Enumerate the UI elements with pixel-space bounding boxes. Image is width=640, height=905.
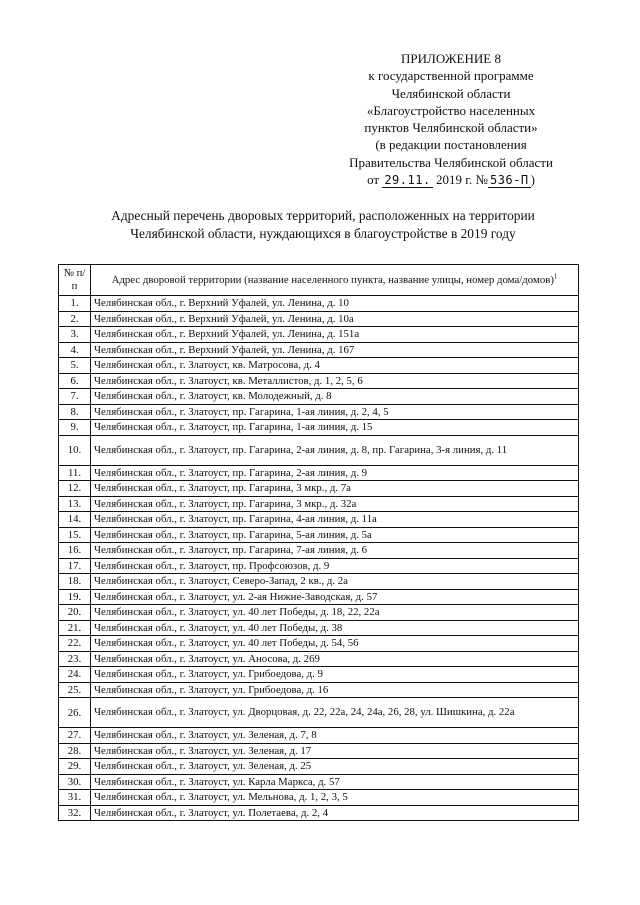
row-number: 1. xyxy=(59,296,91,312)
row-number: 20. xyxy=(59,605,91,621)
row-number: 16. xyxy=(59,543,91,559)
table-row xyxy=(59,589,579,605)
row-address: Челябинская обл., г. Златоуст, кв. Матросова, д. 4 xyxy=(91,358,579,374)
row-address: Челябинская обл., г. Златоуст, ул. Полетаева, д. 2, 4 xyxy=(91,805,579,821)
header-number: № п/п xyxy=(59,265,91,296)
row-address: Челябинская обл., г. Златоуст, кв. Молодежный, д. 8 xyxy=(91,389,579,405)
row-address: Челябинская обл., г. Златоуст, пр. Профсоюзов, д. 9 xyxy=(91,558,579,574)
row-address: Челябинская обл., г. Верхний Уфалей, ул. Ленина, д. 10 xyxy=(91,296,579,312)
row-number: 8. xyxy=(59,404,91,420)
row-number: 23. xyxy=(59,651,91,667)
row-address: Челябинская обл., г. Златоуст, пр. Гагарина, 3 мкр., д. 7а xyxy=(91,481,579,497)
row-number: 31. xyxy=(59,790,91,806)
row-address: Челябинская обл., г. Златоуст, пр. Гагарина, 4-ая линия, д. 11а xyxy=(91,512,579,528)
table-row xyxy=(59,605,579,621)
row-address: Челябинская обл., г. Златоуст, ул. 40 лет Победы, д. 54, 56 xyxy=(91,636,579,652)
header-address-text: Адрес дворовой территории (название населенного пункта, название улицы, номер домa/домов) xyxy=(111,273,554,286)
table-row xyxy=(59,373,579,389)
table-row xyxy=(59,512,579,528)
appendix-line: Правительства Челябинской области xyxy=(349,154,553,170)
table-row xyxy=(59,790,579,806)
document-heading xyxy=(62,207,584,243)
footnote-marker: 1 xyxy=(553,271,558,280)
table-row xyxy=(59,435,579,465)
date-prefix: от xyxy=(367,172,380,188)
table-row xyxy=(59,574,579,590)
row-number: 28. xyxy=(59,743,91,759)
row-address: Челябинская обл., г. Златоуст, Северо-Запад, 2 кв., д. 2а xyxy=(91,574,579,590)
row-address: Челябинская обл., г. Златоуст, пр. Гагарина, 7-ая линия, д. 6 xyxy=(91,543,579,559)
row-address: Челябинская обл., г. Златоуст, пр. Гагарина, 1-ая линия, д. 15 xyxy=(91,420,579,436)
table-row xyxy=(59,327,579,343)
appendix-line: «Благоустройство населенных xyxy=(366,102,536,118)
row-number: 32. xyxy=(59,805,91,821)
row-address: Челябинская обл., г. Златоуст, ул. Зеленая, д. 17 xyxy=(91,743,579,759)
row-address: Челябинская обл., г. Верхний Уфалей, ул. Ленина, д. 10а xyxy=(91,311,579,327)
table-row xyxy=(59,774,579,790)
table-row xyxy=(59,636,579,652)
table-row xyxy=(59,667,579,683)
date-suffix: ) xyxy=(530,172,535,188)
table-body xyxy=(59,296,579,821)
row-address: Челябинская обл., г. Златоуст, ул. 40 лет Победы, д. 38 xyxy=(91,620,579,636)
table-row xyxy=(59,358,579,374)
appendix-line: Челябинской области xyxy=(391,85,511,101)
row-address: Челябинская обл., г. Златоуст, ул. 2-ая Нижне-Заводская, д. 57 xyxy=(91,589,579,605)
table-row xyxy=(59,682,579,698)
row-number: 4. xyxy=(59,342,91,358)
row-number: 25. xyxy=(59,682,91,698)
table-row xyxy=(59,496,579,512)
row-number: 14. xyxy=(59,512,91,528)
row-number: 10. xyxy=(59,435,91,465)
appendix-header xyxy=(318,50,584,188)
appendix-line: к государственной программе xyxy=(368,68,534,84)
heading-line: Адресный перечень дворовых территорий, расположенных на территории xyxy=(111,208,535,223)
table-row xyxy=(59,620,579,636)
row-number: 22. xyxy=(59,636,91,652)
table-row xyxy=(59,465,579,481)
table-row xyxy=(59,728,579,744)
document-number: 536-П xyxy=(489,173,529,188)
table-row xyxy=(59,311,579,327)
row-address: Челябинская обл., г. Златоуст, пр. Гагарина, 3 мкр., д. 32а xyxy=(91,496,579,512)
row-address: Челябинская обл., г. Златоуст, ул. Грибоедова, д. 9 xyxy=(91,667,579,683)
appendix-title: ПРИЛОЖЕНИЕ 8 xyxy=(401,51,501,66)
row-number: 24. xyxy=(59,667,91,683)
row-number: 12. xyxy=(59,481,91,497)
row-address: Челябинская обл., г. Златоуст, ул. Мельнова, д. 1, 2, 3, 5 xyxy=(91,790,579,806)
row-address: Челябинская обл., г. Златоуст, ул. Карла Маркса, д. 57 xyxy=(91,774,579,790)
table-row xyxy=(59,481,579,497)
row-address: Челябинская обл., г. Златоуст, ул. Дворцовая, д. 22, 22а, 24, 24а, 26, 28, ул. Шишкина, д. 22а xyxy=(91,698,579,728)
table-row xyxy=(59,759,579,775)
table-row xyxy=(59,342,579,358)
row-number: 3. xyxy=(59,327,91,343)
table-row xyxy=(59,651,579,667)
heading-line: Челябинской области, нуждающихся в благоустройстве в 2019 году xyxy=(130,226,516,241)
table-row xyxy=(59,805,579,821)
row-address: Челябинская обл., г. Златоуст, ул. Грибоедова, д. 16 xyxy=(91,682,579,698)
row-number: 6. xyxy=(59,373,91,389)
row-number: 11. xyxy=(59,465,91,481)
address-table xyxy=(58,264,579,821)
table-row xyxy=(59,389,579,405)
row-address: Челябинская обл., г. Златоуст, пр. Гагарина, 1-ая линия, д. 2, 4, 5 xyxy=(91,404,579,420)
row-number: 2. xyxy=(59,311,91,327)
row-address: Челябинская обл., г. Златоуст, пр. Гагарина, 2-ая линия, д. 8, пр. Гагарина, 3-я линия, д. 11 xyxy=(91,435,579,465)
table-row xyxy=(59,698,579,728)
table-row xyxy=(59,420,579,436)
table-row xyxy=(59,743,579,759)
row-address: Челябинская обл., г. Верхний Уфалей, ул. Ленина, д. 167 xyxy=(91,342,579,358)
table-row xyxy=(59,527,579,543)
row-address: Челябинская обл., г. Златоуст, ул. 40 лет Победы, д. 18, 22, 22а xyxy=(91,605,579,621)
row-address: Челябинская обл., г. Златоуст, пр. Гагарина, 5-ая линия, д. 5а xyxy=(91,527,579,543)
row-number: 30. xyxy=(59,774,91,790)
row-address: Челябинская обл., г. Златоуст, ул. Аносова, д. 269 xyxy=(91,651,579,667)
row-number: 18. xyxy=(59,574,91,590)
appendix-line: (в редакции постановления xyxy=(375,137,527,153)
date-year: 2019 г. № xyxy=(435,172,488,188)
row-address: Челябинская обл., г. Златоуст, пр. Гагарина, 2-ая линия, д. 9 xyxy=(91,465,579,481)
appendix-date-line xyxy=(318,171,584,188)
row-address: Челябинская обл., г. Верхний Уфалей, ул. Ленина, д. 151а xyxy=(91,327,579,343)
row-number: 15. xyxy=(59,527,91,543)
row-number: 29. xyxy=(59,759,91,775)
row-number: 21. xyxy=(59,620,91,636)
table-row xyxy=(59,404,579,420)
appendix-line: пунктов Челябинской области» xyxy=(364,120,538,136)
table-row xyxy=(59,296,579,312)
row-address: Челябинская обл., г. Златоуст, кв. Металлистов, д. 1, 2, 5, 6 xyxy=(91,373,579,389)
row-address: Челябинская обл., г. Златоуст, ул. Зеленая, д. 25 xyxy=(91,759,579,775)
table-header-row xyxy=(59,265,579,296)
row-number: 7. xyxy=(59,389,91,405)
header-address xyxy=(91,265,579,296)
table-row xyxy=(59,558,579,574)
date-day: 29.11. xyxy=(384,173,431,188)
row-number: 5. xyxy=(59,358,91,374)
row-number: 17. xyxy=(59,558,91,574)
table-row xyxy=(59,543,579,559)
row-number: 19. xyxy=(59,589,91,605)
row-number: 9. xyxy=(59,420,91,436)
row-address: Челябинская обл., г. Златоуст, ул. Зеленая, д. 7, 8 xyxy=(91,728,579,744)
row-number: 13. xyxy=(59,496,91,512)
row-number: 26. xyxy=(59,698,91,728)
row-number: 27. xyxy=(59,728,91,744)
